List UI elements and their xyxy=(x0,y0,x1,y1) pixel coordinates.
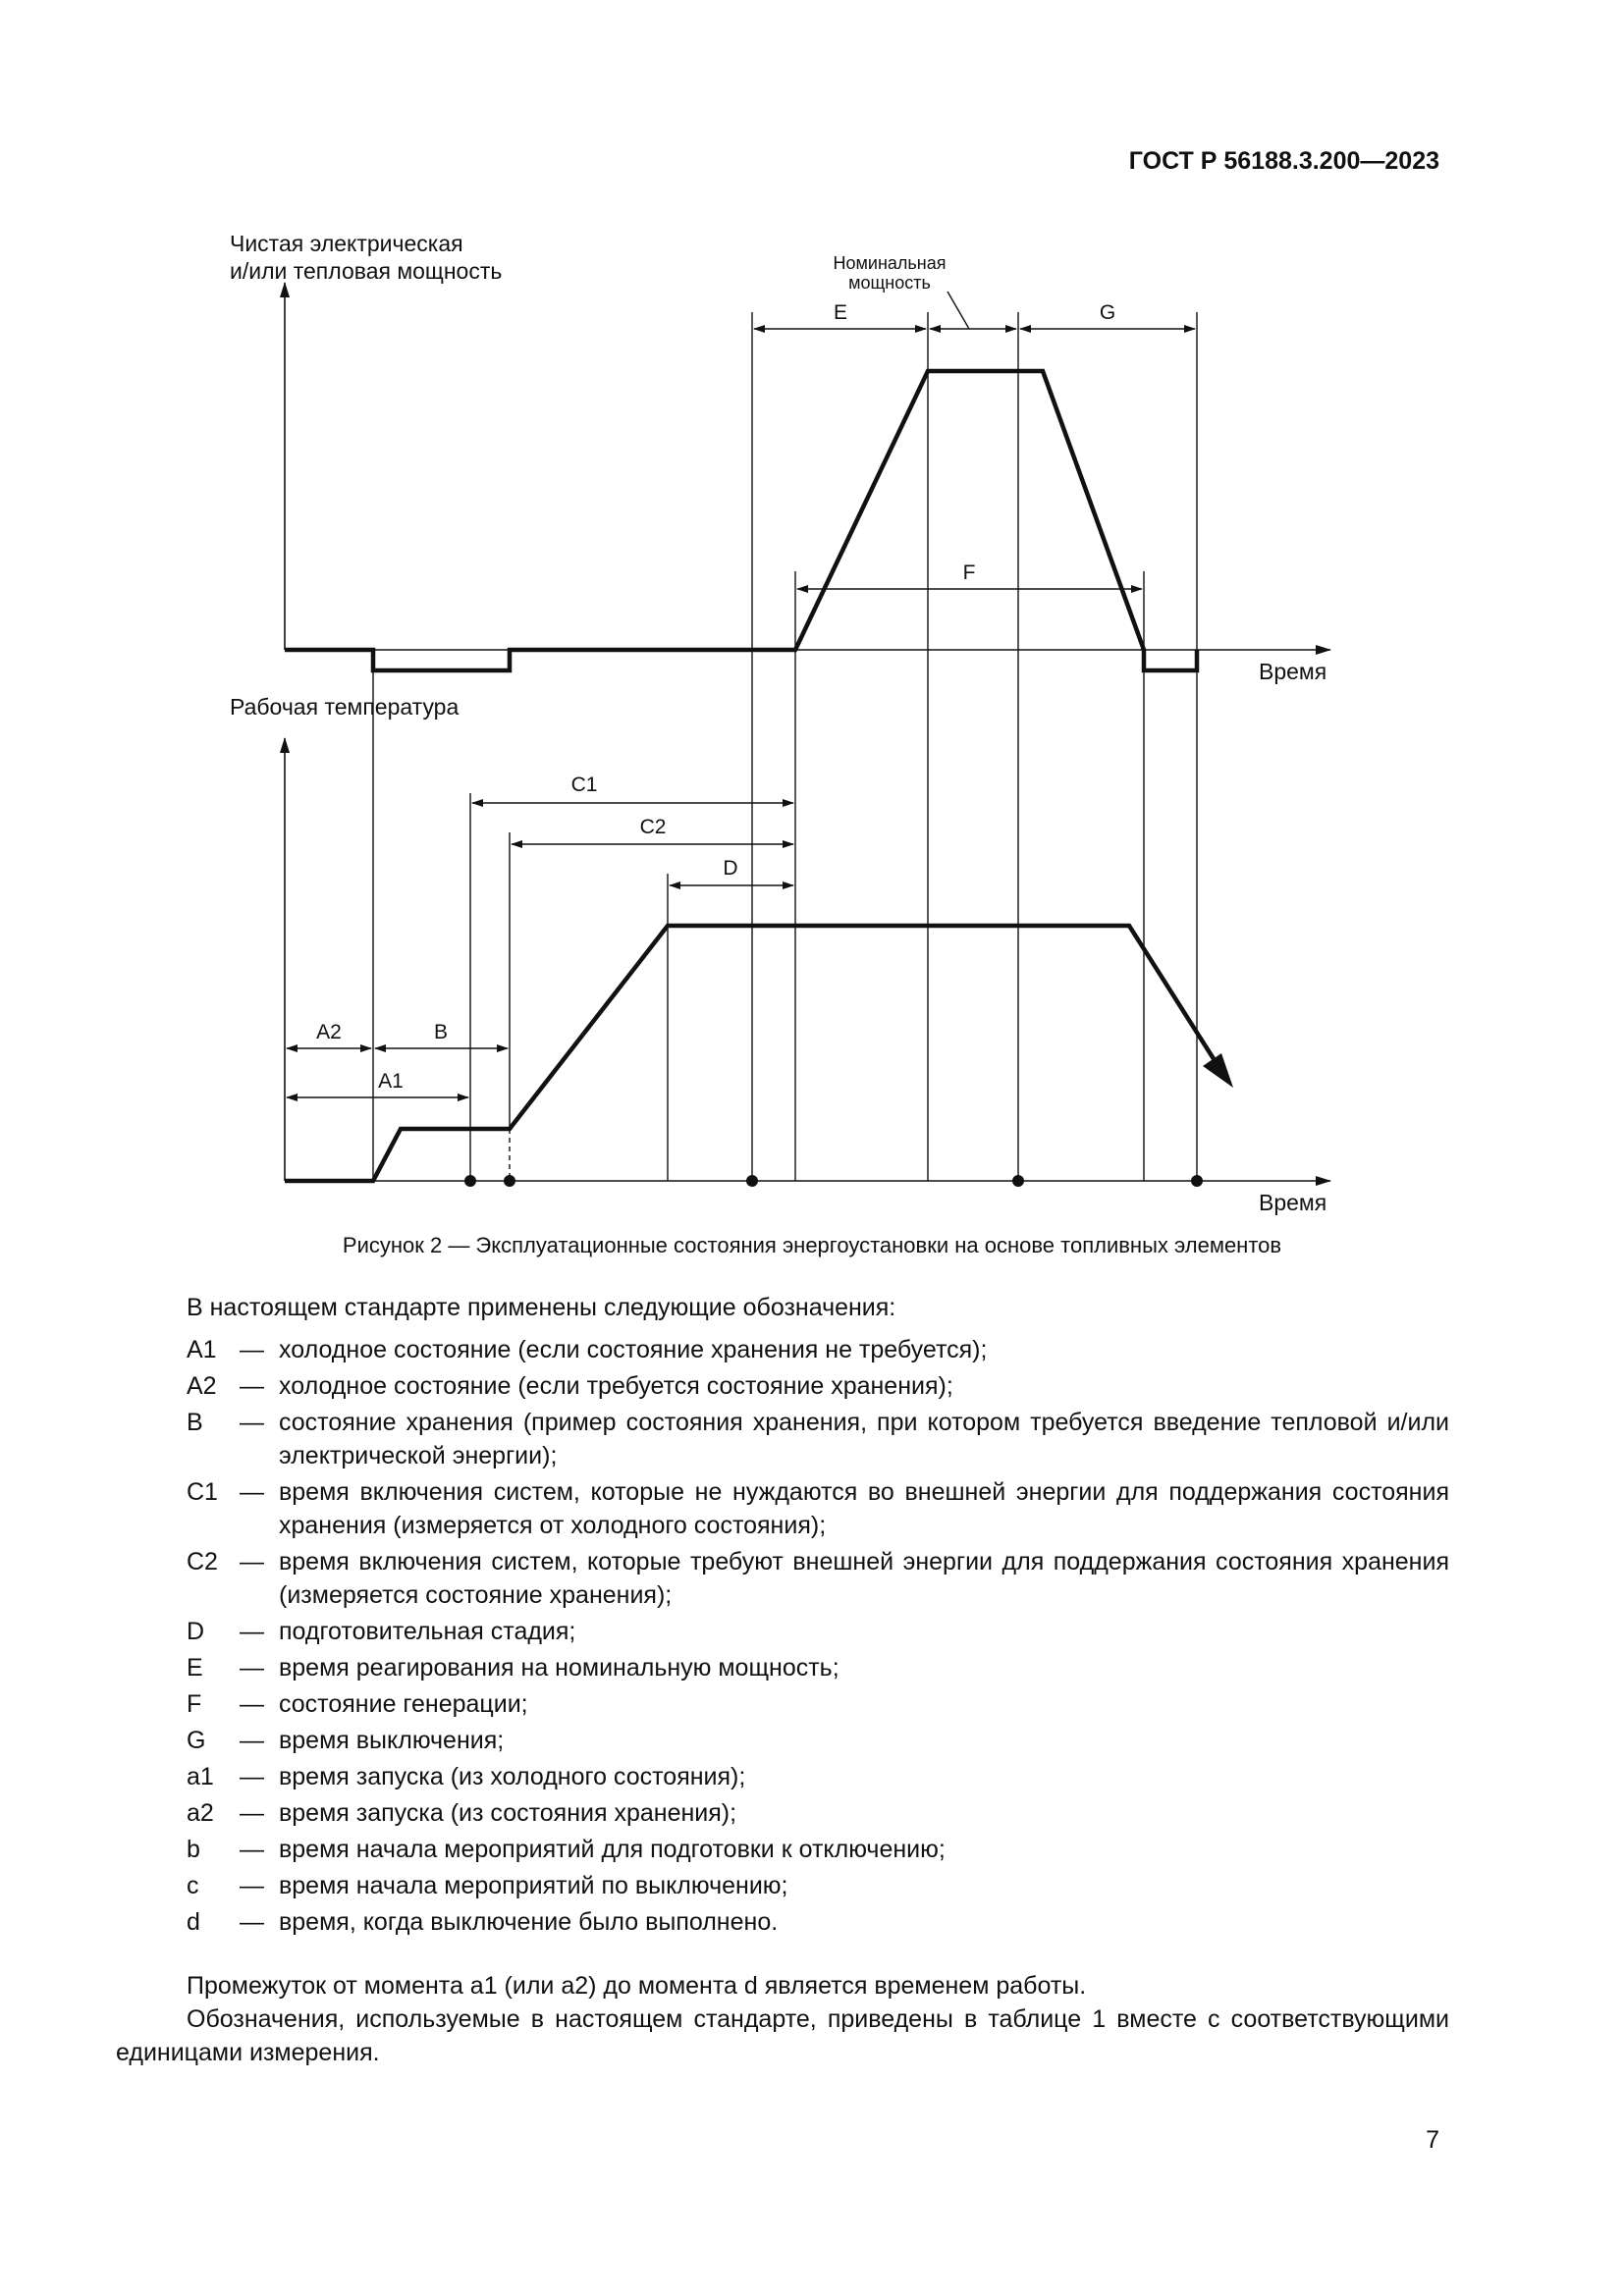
rated-power-label-line2: мощность xyxy=(848,273,931,293)
definition-dash: — xyxy=(240,1336,264,1363)
definition-text: время начала мероприятий по выключению; xyxy=(279,1872,788,1899)
definition-text: время, когда выключение было выполнено. xyxy=(279,1908,779,1936)
definition-dash: — xyxy=(240,1763,264,1790)
definition-symbol: D xyxy=(187,1618,205,1645)
definition-text: время выключения; xyxy=(279,1727,505,1754)
definition-symbol: a2 xyxy=(187,1799,214,1827)
definition-dash: — xyxy=(240,1908,264,1936)
definition-text: подготовительная стадия; xyxy=(279,1618,576,1645)
interval-g-label: G xyxy=(1099,301,1116,324)
figure-caption: Рисунок 2 — Эксплуатационные состояния энергоустановки на основе топливных элементов xyxy=(342,1233,1282,1257)
definition-symbol: A2 xyxy=(187,1372,217,1400)
definition-item xyxy=(187,1833,1449,1866)
interval-b-label: B xyxy=(433,1021,449,1043)
time-point-c xyxy=(1012,1175,1024,1187)
definition-item xyxy=(187,1615,1449,1648)
definition-symbol: a1 xyxy=(187,1763,214,1790)
definition-item xyxy=(187,1369,1449,1403)
table-reference-paragraph: Обозначения, используемые в настоящем стандарте, приведены в таблице 1 вместе с соответствующими единицами измерения. xyxy=(116,2005,1449,2066)
definition-symbol: b xyxy=(187,1836,200,1863)
operating-time-paragraph: Промежуток от момента a1 (или a2) до момента d является временем работы. xyxy=(187,1972,1087,2000)
definition-symbol: A1 xyxy=(187,1336,217,1363)
definition-symbol: d xyxy=(187,1908,200,1936)
definition-text: время реагирования на номинальную мощность; xyxy=(279,1654,839,1682)
definition-dash: — xyxy=(240,1654,264,1682)
definition-dash: — xyxy=(240,1690,264,1718)
definition-symbol: E xyxy=(187,1654,203,1682)
time-point-a1 xyxy=(464,1175,476,1187)
definition-dash: — xyxy=(240,1836,264,1863)
definition-item xyxy=(187,1869,1449,1902)
definition-item xyxy=(187,1545,1449,1612)
definition-dash: — xyxy=(240,1409,264,1436)
page-number: 7 xyxy=(1426,2126,1439,2154)
interval-f-label: F xyxy=(962,561,976,584)
definition-text: время включения систем, которые не нуждаются во внешней энергии для поддержания состояния хранения (измеряется от холодного состояния); xyxy=(279,1478,1449,1539)
definition-item xyxy=(187,1651,1449,1684)
definition-item xyxy=(187,1760,1449,1793)
reference-lines xyxy=(373,312,1197,1181)
definition-item xyxy=(187,1724,1449,1757)
definition-text: время запуска (из холодного состояния); xyxy=(279,1763,746,1790)
power-axis-label-line2: и/или тепловая мощность xyxy=(230,258,503,284)
definition-text: холодное состояние (если состояние хранения не требуется); xyxy=(279,1336,988,1363)
rated-power-label-line1: Номинальная xyxy=(833,253,947,273)
definition-dash: — xyxy=(240,1618,264,1645)
time-point-b xyxy=(746,1175,758,1187)
temperature-axis-label: Рабочая температура xyxy=(230,694,460,720)
definition-item xyxy=(187,1406,1449,1472)
definitions-intro: В настоящем стандарте применены следующие обозначения: xyxy=(187,1294,896,1321)
rated-power-leader xyxy=(947,292,969,329)
interval-c1-label: C1 xyxy=(570,774,598,796)
definition-dash: — xyxy=(240,1478,264,1506)
definition-item xyxy=(187,1475,1449,1542)
document-header: ГОСТ Р 56188.3.200—2023 xyxy=(1128,147,1439,175)
definition-text: состояние генерации; xyxy=(279,1690,528,1718)
definition-dash: — xyxy=(240,1799,264,1827)
temperature-time-label: Время xyxy=(1259,1190,1327,1215)
definition-item xyxy=(187,1796,1449,1830)
definition-symbol: C2 xyxy=(187,1548,218,1575)
temperature-curve xyxy=(285,926,1218,1181)
power-time-label: Время xyxy=(1259,659,1327,684)
definition-text: время включения систем, которые требуют внешней энергии для поддержания состояния хранения (измеряется состояние хранения); xyxy=(279,1548,1449,1609)
definition-item xyxy=(187,1905,1449,1939)
definition-text: время запуска (из состояния хранения); xyxy=(279,1799,737,1827)
definition-symbol: G xyxy=(187,1727,206,1754)
definition-symbol: c xyxy=(187,1872,199,1899)
definitions-list xyxy=(187,1333,1449,1942)
time-point-d xyxy=(1191,1175,1203,1187)
definition-item xyxy=(187,1333,1449,1366)
interval-c2-label: C2 xyxy=(639,816,667,838)
interval-a1-label: A1 xyxy=(378,1070,404,1093)
definition-dash: — xyxy=(240,1548,264,1575)
time-point-a2 xyxy=(504,1175,515,1187)
temperature-curve-arrowhead xyxy=(1203,1053,1233,1088)
interval-a2-label: A2 xyxy=(316,1021,342,1043)
definition-text: состояние хранения (пример состояния хранения, при котором требуется введение тепловой и/или электрической энергии); xyxy=(279,1409,1449,1469)
definition-symbol: C1 xyxy=(187,1478,218,1506)
power-axis-label-line1: Чистая электрическая xyxy=(230,231,463,256)
definition-dash: — xyxy=(240,1727,264,1754)
definition-dash: — xyxy=(240,1372,264,1400)
definition-text: холодное состояние (если требуется состояние хранения); xyxy=(279,1372,953,1400)
definition-text: время начала мероприятий для подготовки к отключению; xyxy=(279,1836,946,1863)
definition-symbol: B xyxy=(187,1409,203,1436)
definition-dash: — xyxy=(240,1872,264,1899)
interval-e-label: E xyxy=(833,301,848,324)
definition-symbol: F xyxy=(187,1690,202,1718)
power-curve xyxy=(285,371,1197,670)
definition-item xyxy=(187,1687,1449,1721)
interval-d-label: D xyxy=(723,857,738,880)
